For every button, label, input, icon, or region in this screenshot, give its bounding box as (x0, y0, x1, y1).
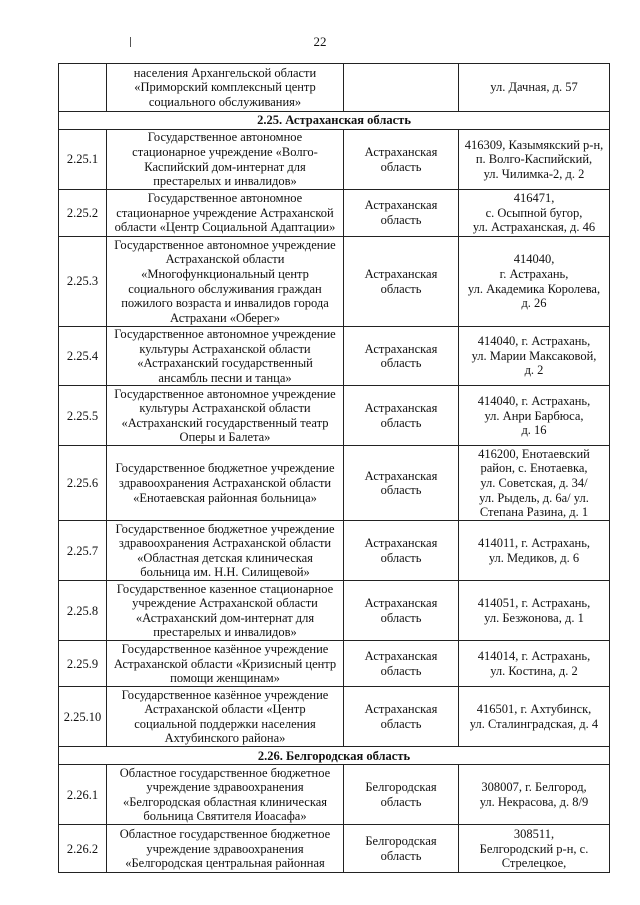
organization-name: Областное государственное бюджетное учреждение здравоохранения «Белгородская областная клиническая больница Святителя Иоасафа» (107, 765, 344, 825)
table-row (59, 446, 610, 521)
organization-name: Государственное автономное учреждение культуры Астраханской области «Астраханский государственный театр Оперы и Балета» (107, 386, 344, 446)
address: 308007, г. Белгород, ул. Некрасова, д. 8/9 (459, 765, 610, 825)
organization-name: Государственное бюджетное учреждение здравоохранения Астраханской области «Областная детская клиническая больница им. Н.Н. Силищевой» (107, 521, 344, 581)
row-number: 2.25.7 (59, 521, 107, 581)
address: 416471, с. Осыпной бугор, ул. Астраханская, д. 46 (459, 190, 610, 237)
region: Белгородская область (344, 765, 459, 825)
table-row (59, 765, 610, 825)
region: Белгородская область (344, 825, 459, 873)
row-number (59, 64, 107, 112)
address: 308511, Белгородский р-н, с. Стрелецкое, (459, 825, 610, 873)
organization-name: Областное государственное бюджетное учреждение здравоохранения «Белгородская центральная районная (107, 825, 344, 873)
row-number: 2.25.1 (59, 130, 107, 190)
region: Астраханская область (344, 190, 459, 237)
row-number: 2.25.2 (59, 190, 107, 237)
region: Астраханская область (344, 581, 459, 641)
table-row (59, 687, 610, 747)
address: 416309, Казымякский р-н, п. Волго-Каспийский, ул. Чилимка-2, д. 2 (459, 130, 610, 190)
page-number: 22 (313, 34, 327, 49)
address: 414040, г. Астрахань, ул. Анри Барбюса, д. 16 (459, 386, 610, 446)
organization-name: Государственное казенное стационарное учреждение Астраханской области «Астраханский дом-интернат для престарелых и инвалидов» (107, 581, 344, 641)
organization-name: Государственное автономное стационарное учреждение Астраханской области «Центр Социальной Адаптации» (107, 190, 344, 237)
region: Астраханская область (344, 237, 459, 327)
region: Астраханская область (344, 641, 459, 687)
row-number: 2.26.2 (59, 825, 107, 873)
address: 414014, г. Астрахань, ул. Костина, д. 2 (459, 641, 610, 687)
organization-name: Государственное бюджетное учреждение здравоохранения Астраханской области «Енотаевская районная больница» (107, 446, 344, 521)
address: 416200, Енотаевский район, с. Енотаевка, ул. Советская, д. 34/ ул. Рыдель, д. 6а/ ул. Степана Разина, д. 1 (459, 446, 610, 521)
section-title: 2.26. Белгородская область (59, 747, 610, 765)
table-row (59, 327, 610, 386)
scan-mark (130, 37, 131, 47)
address: 414040, г. Астрахань, ул. Марии Максаковой, д. 2 (459, 327, 610, 386)
address: 414051, г. Астрахань, ул. Безжонова, д. 1 (459, 581, 610, 641)
address: 416501, г. Ахтубинск, ул. Сталинградская, д. 4 (459, 687, 610, 747)
row-number: 2.25.4 (59, 327, 107, 386)
organization-name: Государственное казённое учреждение Астраханской области «Центр социальной поддержки населения Ахтубинского района» (107, 687, 344, 747)
row-number: 2.25.3 (59, 237, 107, 327)
row-number: 2.25.6 (59, 446, 107, 521)
row-number: 2.26.1 (59, 765, 107, 825)
table-row (59, 64, 610, 112)
region: Астраханская область (344, 687, 459, 747)
section-header (59, 112, 610, 130)
organization-name: Государственное автономное стационарное учреждение «Волго- Каспийский дом-интернат для престарелых и инвалидов» (107, 130, 344, 190)
address: ул. Дачная, д. 57 (459, 64, 610, 112)
organization-name: населения Архангельской области «Приморский комплексный центр социального обслуживания» (107, 64, 344, 112)
row-number: 2.25.5 (59, 386, 107, 446)
organization-name: Государственное казённое учреждение Астраханской области «Кризисный центр помощи женщинам» (107, 641, 344, 687)
table-row (59, 641, 610, 687)
table-row (59, 386, 610, 446)
table-row (59, 581, 610, 641)
table-row (59, 521, 610, 581)
address: 414040, г. Астрахань, ул. Академика Королева, д. 26 (459, 237, 610, 327)
table-row (59, 190, 610, 237)
section-title: 2.25. Астраханская область (59, 112, 610, 130)
region: Астраханская область (344, 130, 459, 190)
row-number: 2.25.10 (59, 687, 107, 747)
organization-name: Государственное автономное учреждение Астраханской области «Многофункциональный центр социального обслуживания граждан пожилого возраста и инвалидов города Астрахани «Оберег» (107, 237, 344, 327)
region: Астраханская область (344, 327, 459, 386)
section-header (59, 747, 610, 765)
organization-name: Государственное автономное учреждение культуры Астраханской области «Астраханский государственный ансамбль песни и танца» (107, 327, 344, 386)
table-row (59, 237, 610, 327)
row-number: 2.25.8 (59, 581, 107, 641)
row-number: 2.25.9 (59, 641, 107, 687)
region (344, 64, 459, 112)
organizations-table (58, 63, 610, 873)
region: Астраханская область (344, 521, 459, 581)
table-row (59, 825, 610, 873)
region: Астраханская область (344, 446, 459, 521)
table-row (59, 130, 610, 190)
region: Астраханская область (344, 386, 459, 446)
address: 414011, г. Астрахань, ул. Медиков, д. 6 (459, 521, 610, 581)
